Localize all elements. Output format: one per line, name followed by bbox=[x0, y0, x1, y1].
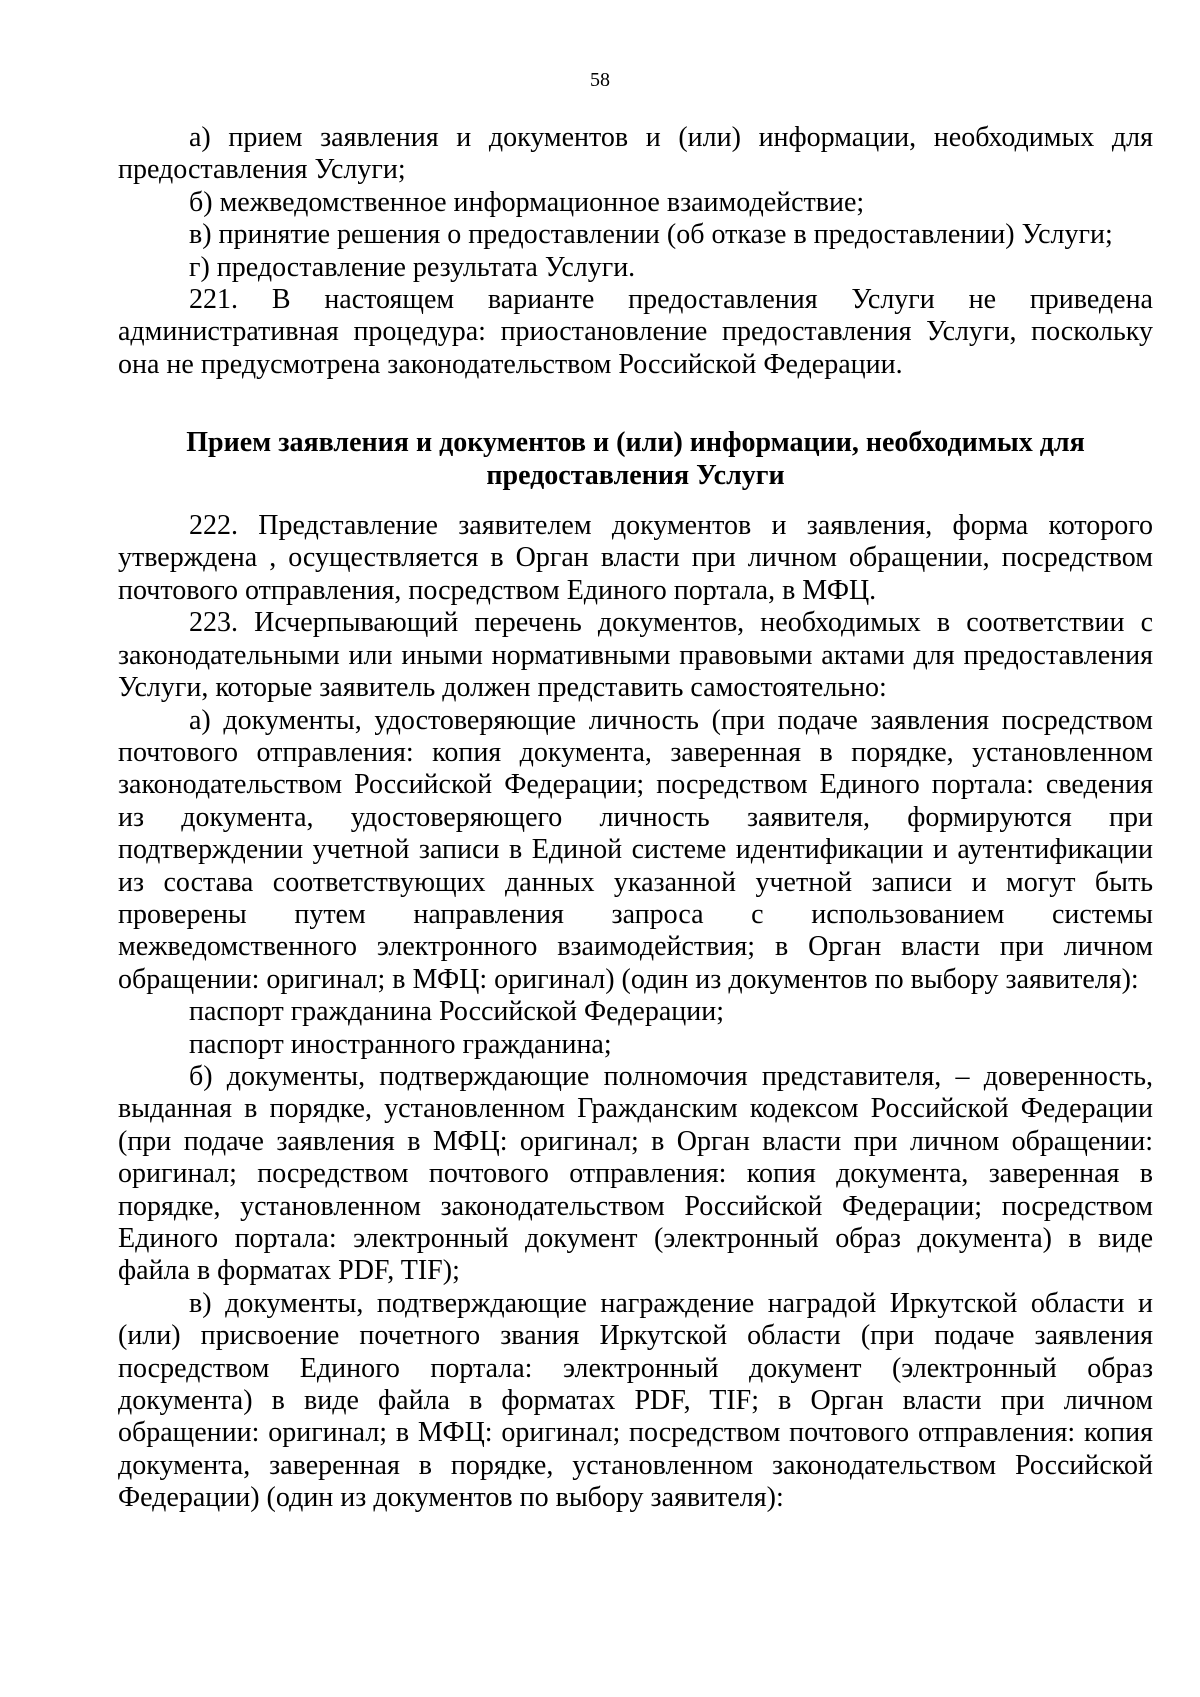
paragraph-223-item-b: б) документы, подтверждающие полномочия представителя, – доверенность, выданная в порядке, установленном Гражданским кодексом Российской Федерации (при подаче заявления в МФЦ: оригинал; в Орган власти при личном обращении: оригинал; посредством почтового отправления: копия документа, заверенная в порядке, установленном законодательством Российской Федерации; посредством Единого портала: электронный документ (электронный образ документа) в виде файла в форматах PDF, TIF); bbox=[118, 1060, 1153, 1287]
paragraph-223-item-v: в) документы, подтверждающие награждение наградой Иркутской области и (или) присвоение почетного звания Иркутской области (при подаче заявления посредством Единого портала: электронный документ (электронный образ документа) в виде файла в форматах PDF, TIF; в Орган власти при личном обращении: оригинал; в МФЦ: оригинал; посредством почтового отправления: копия документа, заверенная в порядке, установленном законодательством Российской Федерации) (один из документов по выбору заявителя): bbox=[118, 1287, 1153, 1514]
document-body bbox=[118, 122, 1153, 1515]
page-number: 58 bbox=[590, 69, 610, 91]
paragraph-item-b: б) межведомственное информационное взаимодействие; bbox=[189, 186, 865, 218]
section-heading bbox=[118, 427, 1153, 492]
paragraph-222: 222. Представление заявителем документов и заявления, форма которого утверждена , осуществляется в Орган власти при личном обращении, посредством почтового отправления, посредством Единого портала, в МФЦ. bbox=[118, 510, 1153, 606]
paragraph-item-g: г) предоставление результата Услуги. bbox=[189, 251, 636, 283]
paragraph-223: 223. Исчерпывающий перечень документов, необходимых в соответствии с законодательными или иными нормативными правовыми актами для предоставления Услуги, которые заявитель должен представить самостоятельно: bbox=[118, 607, 1153, 704]
list-item-passport-foreign: паспорт иностранного гражданина; bbox=[189, 1028, 612, 1060]
list-item-passport-rf: паспорт гражданина Российской Федерации; bbox=[189, 996, 725, 1028]
paragraph-item-a: а) прием заявления и документов и (или) информации, необходимых для предоставления Услуги; bbox=[118, 122, 1153, 186]
paragraph-223-item-a: а) документы, удостоверяющие личность (при подаче заявления посредством почтового отправления: копия документа, заверенная в порядке, установленном законодательством Российской Федерации; посредством Единого портала: сведения из документа, удостоверяющего личность заявителя, формируются при подтверждении учетной записи в Единой системе идентификации и аутентификации из состава соответствующих данных указанной учетной записи и могут быть проверены путем направления запроса с использованием системы межведомственного электронного взаимодействия; в Орган власти при личном обращении: оригинал; в МФЦ: оригинал) (один из документов по выбору заявителя): bbox=[118, 704, 1153, 995]
section-heading-line-1: Прием заявления и документов и (или) информации, необходимых для bbox=[186, 427, 1085, 459]
section-heading-line-2: предоставления Услуги bbox=[486, 459, 785, 491]
paragraph-item-v: в) принятие решения о предоставлении (об отказе в предоставлении) Услуги; bbox=[189, 219, 1113, 251]
paragraph-221: 221. В настоящем варианте предоставления Услуги не приведена административная процедура: приостановление предоставления Услуги, поскольку она не предусмотрена законодательством Российской Федерации. bbox=[118, 284, 1153, 380]
